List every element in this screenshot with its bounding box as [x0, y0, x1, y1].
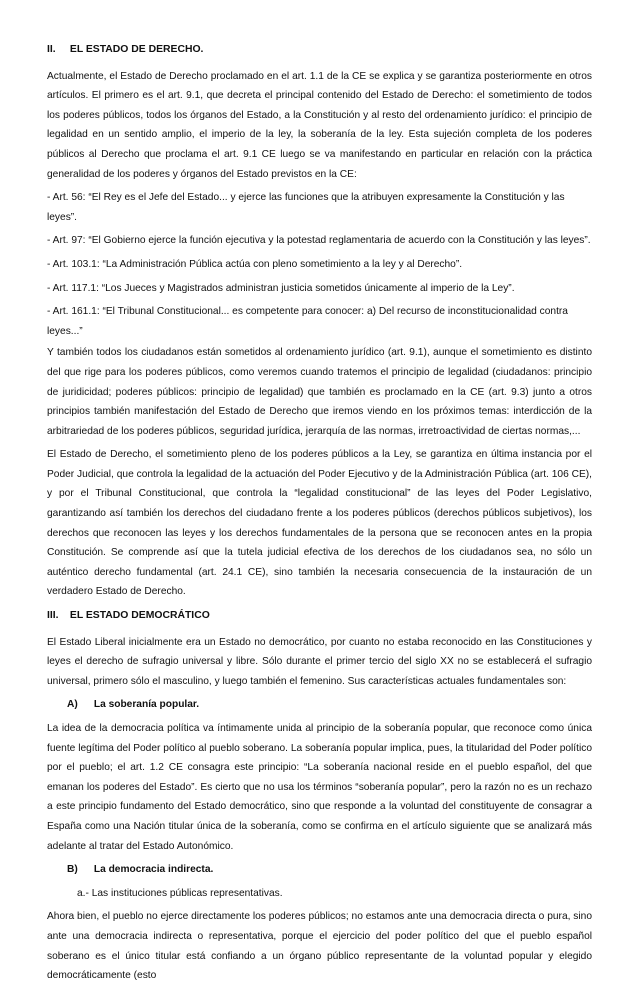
paragraph: El Estado de Derecho, el sometimiento pleno de los poderes públicos a la Ley, se garantiza en última instancia por el Poder Judicial, que controla la legalidad de la actuación del Poder Ejecutivo y de la Administración Pública (art. 106 CE), y por el Tribunal Constitucional, que controla la “legalidad constitucional” de las leyes del Poder Legislativo, garantizando así también los derechos del ciudadano frente a los poderes públicos (derechos públicos subjetivos), los derechos que reconocen las leyes y los derechos fundamentales de la persona que se reconocen antes en la propia Constitución. Se comprende así que la tutela judicial efectiva de los derechos de los ciudadanos sea, no sólo un auténtico derecho fundamental (art. 24.1 CE), sino también la necesaria consecuencia de la instauración de un verdadero Estado de Derecho.	[47, 449, 592, 598]
section-title: EL ESTADO DE DERECHO.	[69, 44, 204, 55]
paragraph: Actualmente, el Estado de Derecho proclamado en el art. 1.1 de la CE se explica y se garantiza posteriormente en otros artículos. El primero es el art. 9.1, que decreta el principal contenido del Estado de Derecho: el sometimiento de todos los poderes públicos, todos los órganos del Estado, a la Constitución y al resto del ordenamiento jurídico: el principio de legalidad en un sentido amplio, el imperio de la ley, la soberanía de la ley. Esta sujeción completa de los poderes públicos al Derecho que proclama el art. 9.1 CE luego se va manifestando en particular en relación con la práctica generalidad de los poderes y órganos del Estado previstos en la CE:	[47, 70, 592, 180]
subheading-letter: B)	[67, 864, 78, 876]
article-quote-103: - Art. 103.1: “La Administración Pública actúa con pleno sometimiento a la ley y al Derecho”.	[47, 258, 463, 270]
document-page	[47, 40, 592, 990]
section-heading-estado-de-derecho	[47, 40, 592, 60]
section-title: EL ESTADO DEMOCRÁTICO	[69, 610, 210, 622]
paragraph: Y también todos los ciudadanos están sometidos al ordenamiento jurídico (art. 9.1), aunque el sometimiento es distinto del que rige para los poderes públicos, como veremos cuando tratemos el principio de legalidad (ciudadanos: principio de juridicidad; poderes públicos: principio de legalidad) que también es proclamado en la CE (art. 9.3) junto a otros principios también manifestación del Estado de Derecho que iremos viendo en los próximos temas: interdicción de la arbitrariedad de los poderes públicos, seguridad jurídica, jerarquía de las normas, irretroactividad de ciertas normas,...	[47, 347, 592, 437]
subheading-letter: A)	[67, 699, 78, 711]
sub-subheading: a.- Las instituciones públicas representativas.	[77, 887, 283, 899]
subheading-soberania-popular	[67, 695, 592, 715]
subheading-title: La soberanía popular.	[93, 699, 200, 711]
section-number: II.	[47, 44, 56, 55]
article-quote-56: - Art. 56: “El Rey es el Jefe del Estado... y ejerce las funciones que la atribuyen expresamente la Constitución y las leyes”.	[47, 192, 565, 223]
article-quote-97: - Art. 97: “El Gobierno ejerce la función ejecutiva y la potestad reglamentaria de acuerdo con la Constitución y las leyes”.	[47, 235, 591, 247]
article-quote-161: - Art. 161.1: “El Tribunal Constitucional... es competente para conocer: a) Del recurso de inconstitucionalidad contra leyes...”	[47, 306, 568, 337]
section-heading-estado-democratico	[47, 606, 592, 626]
subheading-title: La democracia indirecta.	[93, 864, 214, 876]
paragraph: La idea de la democracia política va íntimamente unida al principio de la soberanía popular, que reconoce como única fuente legítima del Poder político al pueblo soberano. La soberanía popular implica, pues, la titularidad del Poder político por el pueblo; el art. 1.2 CE consagra este principio: “La soberanía nacional reside en el pueblo español, del que emanan los poderes del Estado”. Es cierto que no usa los términos “soberanía popular”, pero la razón no es un rechazo a este principio fundamento del Estado democrático, sino que responde a la voluntad del constituyente de consagrar a España como una Nación titular única de la soberanía, como se confirma en el artículo siguiente que se analizará más adelante al tratar del Estado Autonómico.	[47, 723, 592, 852]
article-quote-117: - Art. 117.1: “Los Jueces y Magistrados administran justicia sometidos únicamente al imperio de la Ley”.	[47, 282, 515, 294]
paragraph: El Estado Liberal inicialmente era un Estado no democrático, por cuanto no estaba reconocido en las Constituciones y leyes el derecho de sufragio universal y libre. Sólo durante el primer tercio del siglo XX no se establecerá el sufragio universal, primero sólo el masculino, y luego también el femenino. Sus características actuales fundamentales son:	[47, 636, 592, 687]
subheading-democracia-indirecta	[67, 860, 592, 880]
paragraph: Ahora bien, el pueblo no ejerce directamente los poderes públicos; no estamos ante una democracia directa o pura, sino ante una democracia indirecta o representativa, porque el ejercicio del poder político del que el pueblo español soberano es el único titular está confiando a un órgano público representante de la voluntad popular y elegido democráticamente (esto	[47, 911, 592, 982]
section-number: III.	[47, 610, 59, 622]
